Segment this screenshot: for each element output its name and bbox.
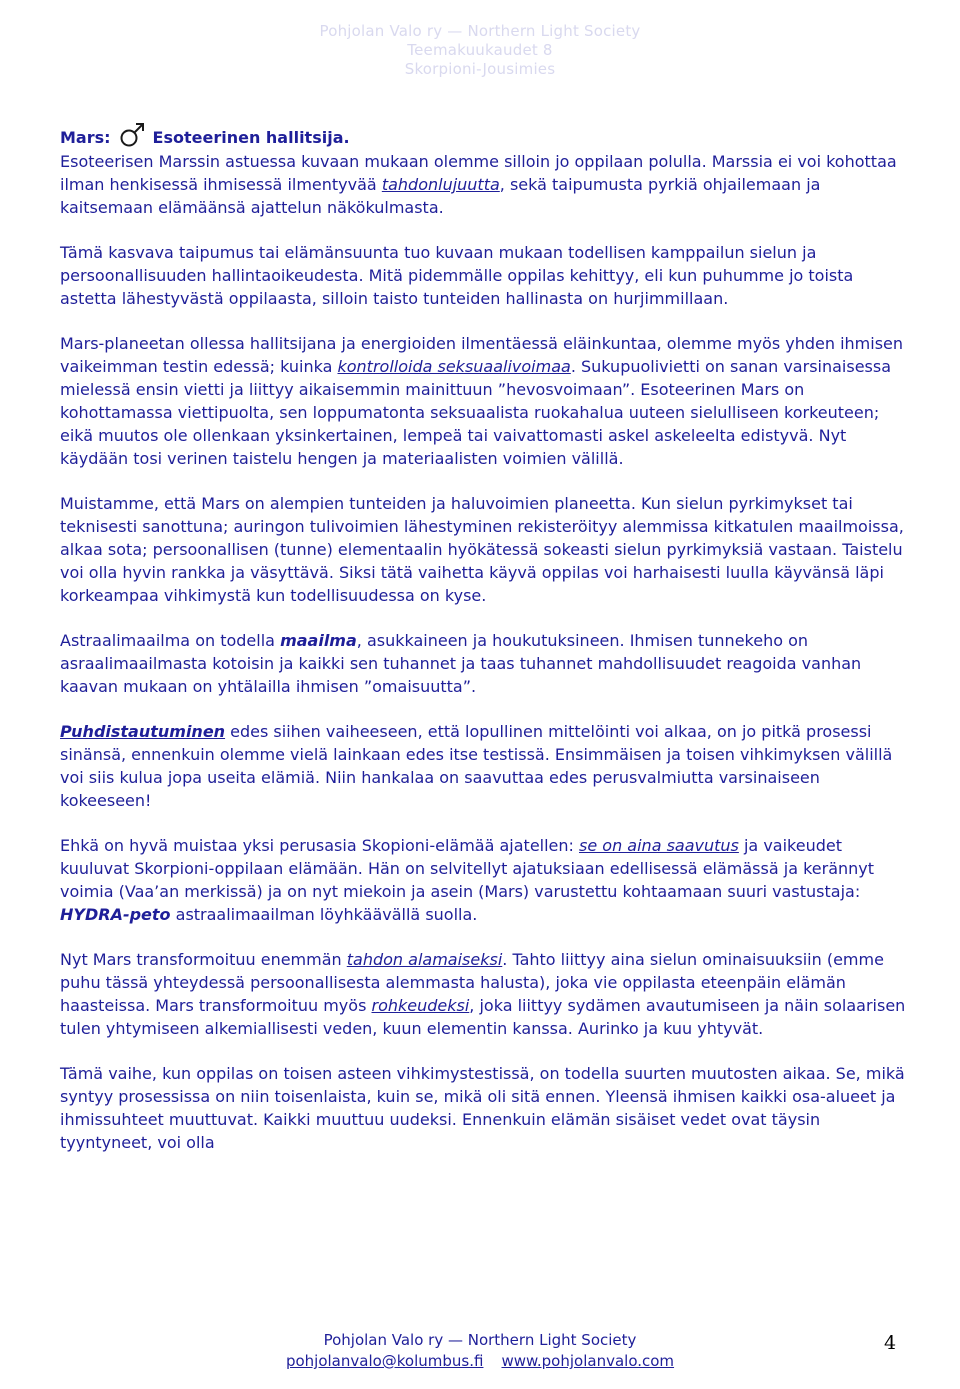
footer-website-link[interactable]: www.pohjolanvalo.com xyxy=(501,1352,675,1370)
footer-email-link[interactable]: pohjolanvalo@kolumbus.fi xyxy=(285,1352,484,1370)
emphasis-rohkeudeksi: rohkeudeksi xyxy=(371,996,470,1015)
paragraph-9: Tämä vaihe, kun oppilas on toisen asteen vihkimystestissä, on todella suurten muutosten aikaa. Se, mikä syntyy prosessissa on niin toisenlaista, kuin se, mikä oli sitä ennen. Yleensä ihmisen kaikki osa-alueet ja ihmissuhteet muuttuvat. Kaikki muuttuu uudeksi. Ennenkuin elämän sisäiset vedet ovat täysin tyyntyneet, voi olla xyxy=(60,1064,905,1152)
main-content xyxy=(60,126,908,1176)
paragraph-5: Astraalimaailma on todella maailma, asukkaineen ja houkutuksineen. Ihmisen tunnekeho on asraalimaailmasta kotoisin ja kaikki sen tuhannet ja taas tuhannet mahdollisuudet reagoida vanhan kaavan mukaan on yhtälailla ihmisen ”omaisuutta”. xyxy=(60,631,862,696)
emphasis-maailma: maailma xyxy=(280,631,357,650)
emphasis-tahdon-alamaiseksi: tahdon alamaiseksi xyxy=(346,950,503,969)
paragraph-7: Ehkä on hyvä muistaa yksi perusasia Skopioni-elämää ajatellen: se on aina saavutus ja vaikeudet kuuluvat Skorpioni-oppilaan elämään. Hän on selvitellyt ajatuksiaan edellisessä elämässä ja kerännyt voimia (Vaa’an merkissä) ja on nyt miekoin ja asein (Mars) varustettu kohtaamaan suuri vastustaja: HYDRA-peto astraalimaailman löyhkäävällä suolla. xyxy=(60,836,875,924)
paragraph-3: Mars-planeetan ollessa hallitsijana ja energioiden ilmentäessä eläinkuntaa, olemme myös yhden ihmisen vaikeimman testin edessä; kuinka kontrolloida seksuaalivoimaa. Sukupuolivietti on sanan varsinaisessa mielessä ensin vietti ja liittyy aikaisemmin mainittuun ”hevosvoimaan”. Esoteerinen Mars on kohottamassa viettipuolta, sen loppumatonta seksuaalista ruokahalua uuteen sielulliseen korkeuteen; eikä muutos ole ollenkaan yksinkertainen, lempeä tai vaivattomasti askel askeleelta edistyvä. Nyt käydään tosi verinen taistelu hengen ja materiaalisten voimien välillä. xyxy=(60,334,904,468)
page-footer xyxy=(0,1330,960,1372)
emphasis-kontrolloida: kontrolloida seksuaalivoimaa xyxy=(337,357,571,376)
paragraph-4: Muistamme, että Mars on alempien tunteiden ja haluvoimien planeetta. Kun sielun pyrkimykset tai teknisesti sanottuna; auringon tulivoimien lähestyminen rekisteröityy alemmissa kitkatulen maailmoissa, alkaa sota; persoonallisen (tunne) elementaalin hyökätessä sokeasti sielun pyrkimyksiä vastaan. Taistelu voi olla hyvin rankka ja väsyttävä. Siksi tätä vaihetta käyvä oppilas voi harhaisesti luulla käyvänsä läpi korkeampaa vihkimystä kun todellisuudessa on kyse. xyxy=(60,494,904,605)
emphasis-hydra: HYDRA-peto xyxy=(60,905,171,924)
footer-society: Pohjolan Valo ry — Northern Light Society xyxy=(323,1331,637,1349)
emphasis-tahdonlujuutta: tahdonlujuutta xyxy=(381,175,500,194)
page-number: 4 xyxy=(884,1332,897,1354)
paragraph-8: Nyt Mars transformoituu enemmän tahdon alamaiseksi. Tahto liittyy aina sielun ominaisuuksiin (emme puhu tässä yhteydessä persoonallisesta alemmasta halusta), joka vie oppilasta eteenpäin elämän haasteissa. Mars transformoituu myös rohkeudeksi, joka liittyy sydämen avautumiseen ja näin solaarisen tulen yhtymiseen alkemiallisesti veden, kuun elementin kanssa. Aurinko ja kuu yhtyvät. xyxy=(60,950,906,1038)
header-signs: Skorpioni-Jousimies xyxy=(404,60,556,78)
emphasis-saavutus: se on aina saavutus xyxy=(579,836,739,855)
mars-symbol-icon xyxy=(119,126,149,150)
header-society: Pohjolan Valo ry — Northern Light Society xyxy=(319,22,641,40)
emphasis-puhdistautuminen: Puhdistautuminen xyxy=(60,722,226,741)
header-theme: Teemakuukaudet 8 xyxy=(407,41,553,59)
heading-label: Mars: xyxy=(60,128,111,147)
page-header xyxy=(0,22,960,79)
paragraph-1: Esoteerisen Marssin astuessa kuvaan mukaan olemme silloin jo oppilaan polulla. Marssia ei voi kohottaa ilman henkisessä ihmisessä ilmentyvää tahdonlujuutta, sekä taipumusta pyrkiä ohjailemaan ja kaitsemaan elämäänsä ajattelun näkökulmasta. xyxy=(60,152,897,217)
section-heading xyxy=(60,126,908,150)
paragraph-2: Tämä kasvava taipumus tai elämänsuunta tuo kuvaan mukaan todellisen kamppailun sielun ja persoonallisuuden hallintaoikeudesta. Mitä pidemmälle oppilas kehittyy, eli kun puhumme jo toista astetta lähestyvästä oppilaasta, silloin taisto tunteiden hallinasta on hurjimmillaan. xyxy=(60,243,854,308)
paragraph-6: Puhdistautuminen edes siihen vaiheeseen, että lopullinen mittelöinti voi alkaa, on jo pitkä prosessi sinänsä, ennenkuin olemme vielä lainkaan edes itse testissä. Ensimmäisen ja toisen vihkimyksen välillä voi siis kulua jopa useita elämiä. Niin hankalaa on saavuttaa edes perusvalmiutta varsinaiseen kokeeseen! xyxy=(60,722,893,810)
heading-title: Esoteerinen hallitsija. xyxy=(152,128,350,147)
